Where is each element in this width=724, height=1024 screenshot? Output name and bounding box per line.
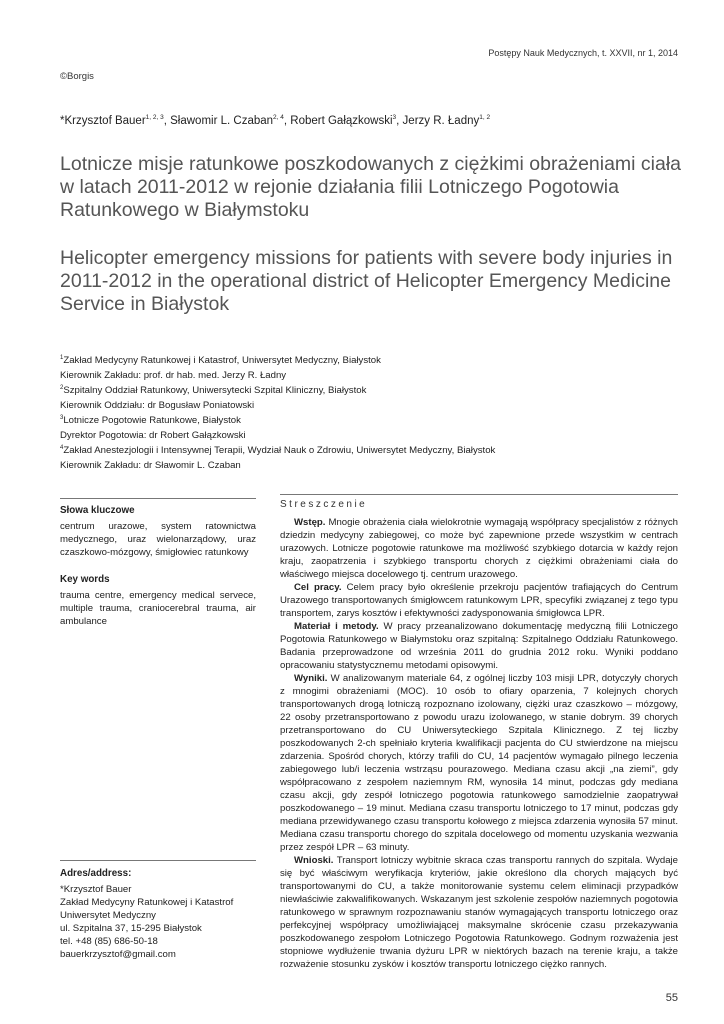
publisher-label: ©Borgis: [60, 71, 94, 82]
journal-header: Postępy Nauk Medycznych, t. XXVII, nr 1, 2014: [488, 48, 678, 58]
author: Jerzy R. Ładny$^{1, 2}$: [402, 114, 491, 127]
abstract-section: Materiał i metody. W pracy przeanalizowano dokumentację medyczną filii Lotniczego Pogotowia Ratunkowego w Białymstoku oraz szpitalną: Szpitalnego Oddziału Ratunkowego. Badania przeprowadzone od września 2011 do grudnia 2012 roku. Wyniki poddano opracowaniu statystycznemu metodami opisowymi.: [280, 621, 679, 671]
title-english: Helicopter emergency missions for patients with severe body injuries in 2011-2012 in the operational district of Helicopter Emergency Medicine Service in Białystok: [60, 247, 673, 315]
affiliation-line: $^2$Szpitalny Oddział Ratunkowy, Uniwersytecki Szpital Kliniczny, Białystok: [60, 385, 367, 396]
address-line: Zakład Medycyny Ratunkowej i Katastrof: [60, 897, 234, 908]
abstract-section: Wstęp. Mnogie obrażenia ciała wielokrotnie wymagają współpracy specjalistów z różnych dziedzin medycyny zabiegowej, co może być zapewnione przede wszystkim w centrach urazowych. Lotnicze pogotowie ratunkowe ma możliwość szybkiego dotarcia w każdy rejon kraju, zaopatrzenia i szybkiego transportu chorych z ciężkimi obrażeniami ciała do właściwego miejsca docelowego tj. centrum urazowego.: [280, 517, 678, 580]
divider: [60, 498, 256, 499]
abstract-section: Cel pracy. Celem pracy było określenie przekroju pacjentów trafiających do Centrum Urazowego transportowanych śmigłowcem ratunkowym LPR, specyfiki związanej z tego typu transportem, zarys kosztów i efektywności zadysponowania śmigłowca LPR.: [280, 582, 678, 619]
author: *Krzysztof Bauer$^{1, 2, 3}$,: [60, 114, 171, 127]
affiliation-line: $^1$Zakład Medycyny Ratunkowej i Katastrof, Uniwersytet Medyczny, Białystok: [60, 355, 381, 366]
keywords-en-heading: Key words: [60, 574, 110, 585]
abstract-section: Wyniki. W analizowanym materiale 64, z ogólnej liczby 103 misji LPR, dotyczyły chorych z mnogimi obrażeniami (MOC). 10 osób to ofiary oparzenia, 7 kolejnych chorych transportowanych drogą lotniczą rozpoznano izolowany, ciężki uraz czaszkowo – mózgowy, 22 osoby przetransportowano z powodu urazu izolowanego, w stanie dobrym. 39 chorych przetransportowano do CU Uniwersyteckiego Szpitala Klinicznego. Z tej liczby poszkodowanych 2-ch spełniało kryteria kwalifikacji pacjenta do CU stwierdzone na miejscu zdarzenia. Spośród chorych, którzy trafili do CU, 14 pacjentów wymagało pilnego leczenia zabiegowego lub/i leczenia wstrząsu pourazowego. Mediana czasu akcji „na ziemi”, gdy współpracowano z zespołem naziemnym RM, wynosiła 14 minut, podczas gdy mediana czasu akcji, gdy zespół lotniczego pogotowia ratunkowego samodzielnie zaopatrywał poszkodowanego – 19 minut. Mediana czasu transportu lotniczego to 17 minut, podczas gdy mediana przewidywanego czasu transportu kołowego z miejsca zdarzenia wynosiła 57 minut. Mediana czasu transportu chorego do szpitala docelowego od momentu uzyskania wezwania przez zespół LPR – 63 minuty.: [280, 673, 679, 853]
affiliation-line: Dyrektor Pogotowia: dr Robert Gałązkowski: [60, 430, 246, 441]
title-polish: Lotnicze misje ratunkowe poszkodowanych z ciężkimi obrażeniami ciała w latach 2011-2012 w rejonie działania filii Lotniczego Pogotowia Ratunkowego w Białymstoku: [60, 153, 682, 221]
section-label: Wnioski.: [294, 855, 334, 866]
abstract-heading: Streszczenie: [280, 499, 368, 510]
address-line: *Krzysztof Bauer: [60, 884, 132, 895]
affiliation-line: Kierownik Oddziału: dr Bogusław Poniatowski: [60, 400, 255, 411]
affiliations: [60, 352, 700, 472]
affiliation-line: $^3$Lotnicze Pogotowie Ratunkowe, Białystok: [60, 415, 241, 426]
section-label: Cel pracy.: [294, 582, 342, 593]
address-line: ul. Szpitalna 37, 15-295 Białystok: [60, 923, 202, 934]
address-heading: Adres/address:: [60, 868, 132, 879]
email-address: bauerkrzysztof@gmail.com: [60, 949, 176, 960]
affiliation-line: Kierownik Zakładu: dr Sławomir L. Czaban: [60, 460, 241, 471]
address-block: [60, 860, 256, 961]
section-label: Materiał i metody.: [294, 621, 379, 632]
abstract-section: Wnioski. Transport lotniczy wybitnie skraca czas transportu rannych do szpitala. Wydaje się być właściwym weryfikacja kryteriów, jakie określono dla chorych mających być transportowanymi do CU, a także monitorowanie systemu celem eliminacji przypadków niewłaściwie zakwalifikowanych. Wskazanym jest szkolenie zespołów naziemnych pogotowia ratunkowego w sprawnym rozpoznawaniu stanów wymagających transportu lotniczego oraz perfekcyjnej współpracy umożliwiającej maksymalne skrócenie czasu przekazywania poszkodowanego zespołom Lotniczego Pogotowia Ratunkowego. Godnym rozważenia jest stopniowe wydłużenie trwania dyżuru LPR w niektórych bazach na terenie kraju, a także rozważenie stosunku zysków i kosztów transportu lotniczego ciężko rannych.: [280, 855, 678, 970]
page-number: 55: [665, 992, 678, 1004]
divider: [280, 494, 678, 495]
address-line: Uniwersytet Medyczny: [60, 910, 156, 921]
author: Robert Gałązkowski$^3$,: [290, 114, 403, 127]
section-label: Wyniki.: [294, 673, 328, 684]
author: Sławomir L. Czaban$^{2, 4}$,: [170, 114, 291, 127]
address-line: tel. +48 (85) 686-50-18: [60, 936, 158, 947]
affiliation-line: Kierownik Zakładu: prof. dr hab. med. Jerzy R. Ładny: [60, 370, 287, 381]
author-list: [60, 114, 490, 127]
keywords-block: [60, 498, 256, 628]
abstract: [280, 494, 678, 971]
keywords-text: centrum urazowe, system ratownictwa medycznego, uraz wielonarządowy, uraz czaszkowo-mózgowy, śmigłowiec ratunkowy: [60, 521, 256, 558]
keywords-en-text: trauma centre, emergency medical servece, multiple trauma, craniocerebral trauma, air ambulance: [60, 590, 256, 627]
affiliation-line: $^4$Zakład Anestezjologii i Intensywnej Terapii, Wydział Nauk o Zdrowiu, Uniwersytet Medyczny, Białystok: [60, 445, 496, 456]
divider: [60, 860, 256, 861]
section-label: Wstęp.: [294, 517, 326, 528]
keywords-heading: Słowa kluczowe: [60, 505, 135, 516]
